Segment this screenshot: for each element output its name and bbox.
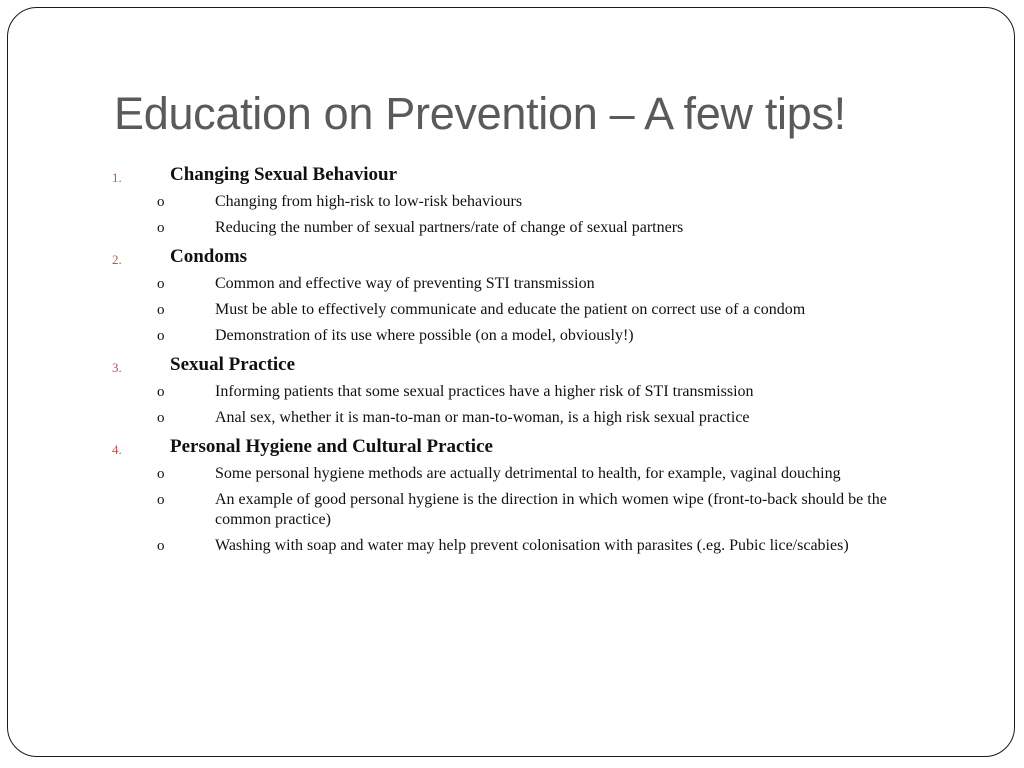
list-item — [0, 300, 925, 320]
slide-content — [0, 162, 1024, 562]
section-number: 3. — [112, 360, 122, 375]
list-item-text: Informing patients that some sexual practices have a higher risk of STI transmission — [215, 383, 754, 400]
list-item-text: Reducing the number of sexual partners/rate of change of sexual partners — [215, 219, 684, 236]
section-heading-row — [0, 434, 1024, 464]
bullet-circle-icon: o — [157, 276, 165, 292]
list-item-text: An example of good personal hygiene is the direction in which women wipe (front-to-back should be the common practice) — [215, 491, 887, 528]
section-heading-row — [0, 352, 1024, 382]
list-item-text: Must be able to effectively communicate and educate the patient on correct use of a condom — [215, 301, 806, 318]
section-changing-sexual-behaviour — [0, 162, 1024, 238]
slide-title: Education on Prevention – A few tips! — [114, 88, 846, 139]
section-heading: Sexual Practice — [170, 354, 296, 375]
list-item — [0, 536, 925, 556]
list-item — [0, 490, 925, 530]
list-item — [0, 408, 925, 428]
section-heading: Condoms — [170, 246, 248, 267]
list-item-text: Demonstration of its use where possible (on a model, obviously!) — [215, 327, 634, 344]
list-item-text: Some personal hygiene methods are actually detrimental to health, for example, vaginal douching — [215, 465, 841, 482]
section-personal-hygiene — [0, 434, 1024, 556]
bullet-circle-icon: o — [157, 538, 165, 554]
list-item-text: Washing with soap and water may help prevent colonisation with parasites (.eg. Pubic lice/scabies) — [215, 537, 849, 554]
list-item-text: Anal sex, whether it is man-to-man or man-to-woman, is a high risk sexual practice — [215, 409, 750, 426]
list-item — [0, 382, 925, 402]
bullet-circle-icon: o — [157, 328, 165, 344]
section-sexual-practice — [0, 352, 1024, 428]
section-heading: Personal Hygiene and Cultural Practice — [170, 436, 493, 457]
list-item — [0, 218, 925, 238]
list-item — [0, 192, 925, 212]
bullet-circle-icon: o — [157, 220, 165, 236]
list-item — [0, 274, 925, 294]
section-number: 2. — [112, 252, 122, 267]
bullet-circle-icon: o — [157, 466, 165, 482]
list-item-text: Common and effective way of preventing STI transmission — [215, 275, 595, 292]
bullet-circle-icon: o — [157, 384, 165, 400]
bullet-circle-icon: o — [157, 410, 165, 426]
list-item-text: Changing from high-risk to low-risk behaviours — [215, 193, 523, 210]
section-heading-row — [0, 244, 1024, 274]
list-item — [0, 326, 925, 346]
bullet-circle-icon: o — [157, 194, 165, 210]
list-item — [0, 464, 925, 484]
bullet-circle-icon: o — [157, 302, 165, 318]
section-heading-row — [0, 162, 1024, 192]
section-condoms — [0, 244, 1024, 346]
section-number: 4. — [112, 442, 122, 457]
section-number: 1. — [112, 170, 122, 185]
section-heading: Changing Sexual Behaviour — [170, 164, 397, 185]
bullet-circle-icon: o — [157, 492, 165, 508]
